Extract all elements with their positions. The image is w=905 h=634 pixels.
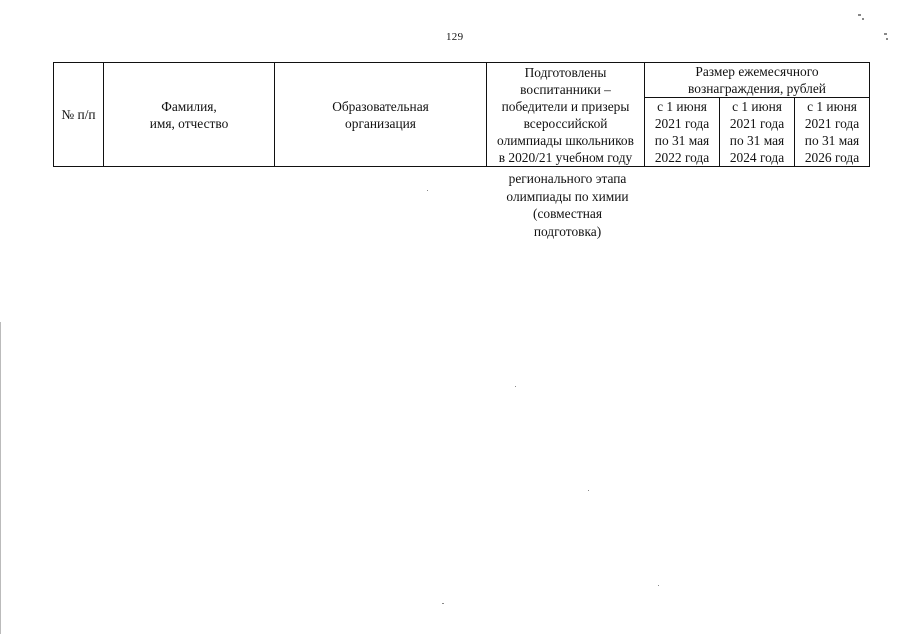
scan-speck (442, 603, 444, 604)
award-table (53, 62, 870, 167)
period-2024 (720, 98, 795, 167)
period-line: 2022 года (654, 150, 710, 165)
scan-speck (588, 490, 589, 491)
header-full-name (104, 63, 275, 167)
header-monthly-award-line-2: вознаграждения, рублей (688, 81, 826, 96)
scan-speck (515, 386, 516, 387)
period-line: 2021 года (654, 116, 710, 131)
period-line: по 31 мая (729, 133, 785, 148)
header-organization-line-2: организация (345, 115, 416, 131)
period-line: 2026 года (804, 150, 860, 165)
scan-speck (427, 190, 428, 191)
period-line: по 31 мая (654, 133, 710, 148)
header-monthly-award (645, 63, 870, 98)
prepared-line: всероссийской (523, 115, 608, 131)
period-line: с 1 июня (732, 99, 782, 114)
scan-speck (658, 585, 659, 586)
period-line: 2021 года (729, 116, 785, 131)
scan-edge-line (0, 322, 1, 634)
header-monthly-award-line-1: Размер ежемесячного (695, 64, 819, 79)
continuation-line: олимпиады по химии (506, 188, 629, 204)
prepared-line: Подготовлены (524, 64, 607, 80)
scan-speck (858, 14, 861, 16)
header-number: № п/п (54, 63, 104, 167)
prepared-students-continuation (489, 170, 646, 240)
continuation-line: регионального этапа (508, 171, 627, 186)
header-full-name-line-2: имя, отчество (149, 115, 229, 131)
continuation-line: (совместная (532, 206, 602, 221)
prepared-line: олимпиады школьников (497, 132, 634, 148)
header-prepared-students (487, 63, 645, 167)
header-organization (275, 63, 487, 167)
page-number: 129 (446, 31, 464, 43)
period-2026 (795, 98, 870, 167)
period-line: по 31 мая (804, 133, 860, 148)
period-line: 2021 года (804, 116, 860, 131)
prepared-line: победители и призеры (501, 98, 630, 114)
scan-speck (884, 33, 887, 35)
period-line: 2024 года (729, 150, 785, 165)
prepared-line: в 2020/21 учебном году (498, 149, 633, 165)
continuation-line: подготовка) (533, 223, 602, 239)
prepared-line: воспитанники – (520, 81, 611, 97)
period-line: с 1 июня (657, 99, 707, 114)
header-full-name-line-1: Фамилия, (161, 98, 217, 114)
table-header-row-1 (54, 63, 870, 98)
header-organization-line-1: Образовательная (332, 98, 429, 114)
scan-speck (886, 38, 888, 40)
period-line: с 1 июня (807, 99, 857, 114)
period-2022 (645, 98, 720, 167)
scan-speck (862, 18, 864, 20)
